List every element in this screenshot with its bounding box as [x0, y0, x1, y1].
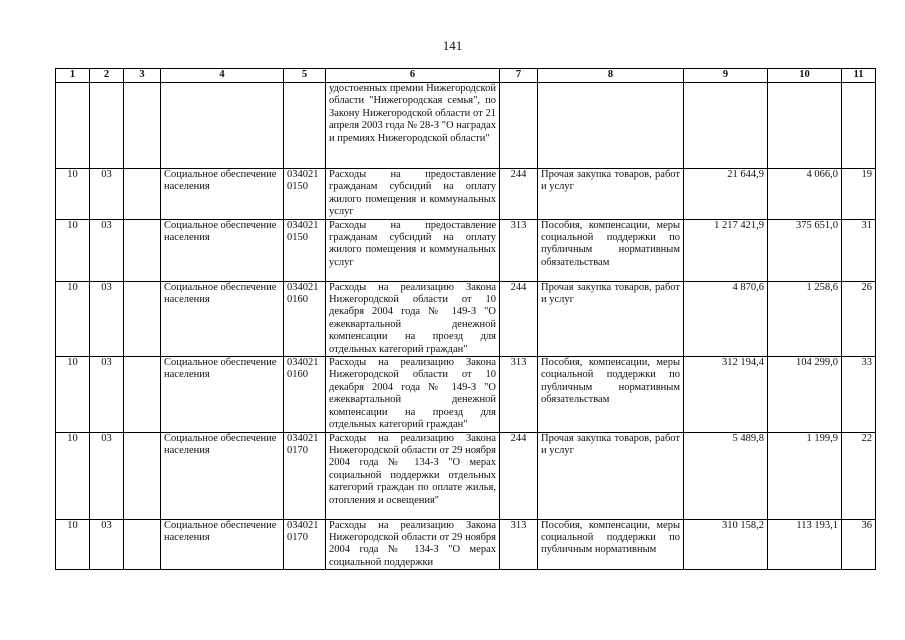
- name-cell: Социальное обеспечение населения: [161, 432, 284, 519]
- column-header: 11: [842, 69, 876, 83]
- column-header: 6: [326, 69, 500, 83]
- section-cell: 10: [56, 357, 90, 432]
- name-cell: Социальное обеспечение населения: [161, 219, 284, 281]
- cell: [124, 169, 161, 220]
- cell: [124, 432, 161, 519]
- amount-9-cell: 21 644,9: [684, 169, 768, 220]
- cell: [124, 357, 161, 432]
- amount-9-cell: 5 489,8: [684, 432, 768, 519]
- cell: [124, 281, 161, 356]
- description-cell: Расходы на предоставление гражданам субсидий на оплату жилого помещения и коммунальных услуг: [326, 169, 500, 220]
- expense-type-cell: 244: [500, 281, 538, 356]
- expense-name-cell: Прочая закупка товаров, работ и услуг: [538, 169, 684, 220]
- subsection-cell: 03: [90, 432, 124, 519]
- table-row: [56, 281, 876, 356]
- expense-type-cell: 244: [500, 432, 538, 519]
- description-cell: Расходы на реализацию Закона Нижегородской области от 10 декабря 2004 года № 149-З "О ежеквартальной денежной компенсации на проезд для отдельных категорий граждан": [326, 357, 500, 432]
- continuation-row: [56, 83, 876, 169]
- header-row: [56, 69, 876, 83]
- code-cell: 034021 0150: [284, 169, 326, 220]
- cell: [842, 83, 876, 169]
- column-header: 7: [500, 69, 538, 83]
- name-cell: Социальное обеспечение населения: [161, 519, 284, 570]
- expense-type-cell: 244: [500, 169, 538, 220]
- col-11-cell: 33: [842, 357, 876, 432]
- expense-type-cell: 313: [500, 219, 538, 281]
- code-cell: 034021 0160: [284, 357, 326, 432]
- expense-name-cell: Пособия, компенсации, меры социальной поддержки по публичным нормативным обязательствам: [538, 357, 684, 432]
- cell: [768, 83, 842, 169]
- name-cell: Социальное обеспечение населения: [161, 169, 284, 220]
- column-header: 9: [684, 69, 768, 83]
- name-cell: Социальное обеспечение населения: [161, 357, 284, 432]
- subsection-cell: 03: [90, 357, 124, 432]
- code-cell: 034021 0150: [284, 219, 326, 281]
- cell: [56, 83, 90, 169]
- amount-10-cell: 1 199,9: [768, 432, 842, 519]
- amount-10-cell: 1 258,6: [768, 281, 842, 356]
- table-row: [56, 357, 876, 432]
- subsection-cell: 03: [90, 169, 124, 220]
- section-cell: 10: [56, 281, 90, 356]
- amount-9-cell: 4 870,6: [684, 281, 768, 356]
- cell: [124, 219, 161, 281]
- budget-table: [55, 68, 876, 570]
- table-row: [56, 169, 876, 220]
- column-header: 10: [768, 69, 842, 83]
- column-header: 3: [124, 69, 161, 83]
- expense-name-cell: Прочая закупка товаров, работ и услуг: [538, 432, 684, 519]
- amount-10-cell: 375 651,0: [768, 219, 842, 281]
- col-11-cell: 31: [842, 219, 876, 281]
- name-cell: Социальное обеспечение населения: [161, 281, 284, 356]
- description-cell: удостоенных премии Нижегородской области "Нижегородская семья", по Закону Нижегородской области от 21 апреля 2003 года № 28-З "О наградах и премиях Нижегородской области": [326, 83, 500, 169]
- code-cell: 034021 0170: [284, 432, 326, 519]
- amount-10-cell: 104 299,0: [768, 357, 842, 432]
- subsection-cell: 03: [90, 519, 124, 570]
- subsection-cell: 03: [90, 281, 124, 356]
- table-row: [56, 219, 876, 281]
- cell: [284, 83, 326, 169]
- col-11-cell: 36: [842, 519, 876, 570]
- amount-10-cell: 113 193,1: [768, 519, 842, 570]
- amount-10-cell: 4 066,0: [768, 169, 842, 220]
- section-cell: 10: [56, 432, 90, 519]
- amount-9-cell: 312 194,4: [684, 357, 768, 432]
- description-cell: Расходы на реализацию Закона Нижегородской области от 29 ноября 2004 года № 134-З "О мерах социальной поддержки: [326, 519, 500, 570]
- column-header: 1: [56, 69, 90, 83]
- column-header: 2: [90, 69, 124, 83]
- cell: [500, 83, 538, 169]
- col-11-cell: 26: [842, 281, 876, 356]
- table-row: [56, 432, 876, 519]
- column-header: 4: [161, 69, 284, 83]
- expense-name-cell: Пособия, компенсации, меры социальной поддержки по публичным нормативным обязательствам: [538, 219, 684, 281]
- code-cell: 034021 0170: [284, 519, 326, 570]
- section-cell: 10: [56, 169, 90, 220]
- column-header: 8: [538, 69, 684, 83]
- col-11-cell: 22: [842, 432, 876, 519]
- amount-9-cell: 1 217 421,9: [684, 219, 768, 281]
- subsection-cell: 03: [90, 219, 124, 281]
- expense-type-cell: 313: [500, 519, 538, 570]
- col-11-cell: 19: [842, 169, 876, 220]
- code-cell: 034021 0160: [284, 281, 326, 356]
- description-cell: Расходы на предоставление гражданам субсидий на оплату жилого помещения и коммунальных услуг: [326, 219, 500, 281]
- section-cell: 10: [56, 519, 90, 570]
- cell: [684, 83, 768, 169]
- table-row: [56, 519, 876, 570]
- description-cell: Расходы на реализацию Закона Нижегородской области от 10 декабря 2004 года № 149-З "О ежеквартальной денежной компенсации на проезд для отдельных категорий граждан": [326, 281, 500, 356]
- section-cell: 10: [56, 219, 90, 281]
- cell: [538, 83, 684, 169]
- expense-name-cell: Пособия, компенсации, меры социальной поддержки по публичным нормативным: [538, 519, 684, 570]
- cell: [161, 83, 284, 169]
- description-cell: Расходы на реализацию Закона Нижегородской области от 29 ноября 2004 года № 134-З "О мерах социальной поддержки отдельных категорий граждан по оплате жилья, отопления и освещения": [326, 432, 500, 519]
- cell: [124, 519, 161, 570]
- cell: [124, 83, 161, 169]
- expense-name-cell: Прочая закупка товаров, работ и услуг: [538, 281, 684, 356]
- column-header: 5: [284, 69, 326, 83]
- amount-9-cell: 310 158,2: [684, 519, 768, 570]
- cell: [90, 83, 124, 169]
- page-number: 141: [442, 38, 463, 53]
- expense-type-cell: 313: [500, 357, 538, 432]
